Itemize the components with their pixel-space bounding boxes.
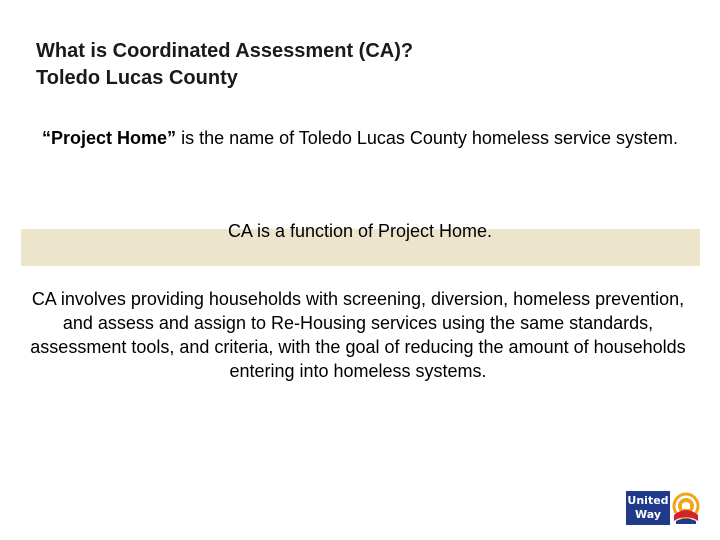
project-home-description: is the name of Toledo Lucas County homeless service system. [176, 128, 678, 148]
title-line-1: What is Coordinated Assessment (CA)? [36, 40, 414, 62]
title-line-2: Toledo Lucas County [36, 67, 238, 89]
ca-involves-paragraph: CA involves providing households with screening, diversion, homeless prevention, and assess and assign to Re-Housing services using the same standards, assessment tools, and criteria, with the goal of reducing the amount of households entering into homeless systems. [30, 289, 686, 381]
logo-line-1: United [627, 494, 669, 507]
united-way-hand-rainbow-icon [670, 491, 702, 525]
united-way-logo [626, 491, 702, 525]
slide-title [36, 38, 413, 92]
ca-function-paragraph: CA is a function of Project Home. [227, 221, 493, 241]
logo-line-2: Way [635, 508, 661, 521]
project-home-paragraph [40, 126, 680, 150]
project-home-emphasis: “Project Home” [42, 128, 177, 148]
united-way-wordmark [626, 491, 670, 525]
